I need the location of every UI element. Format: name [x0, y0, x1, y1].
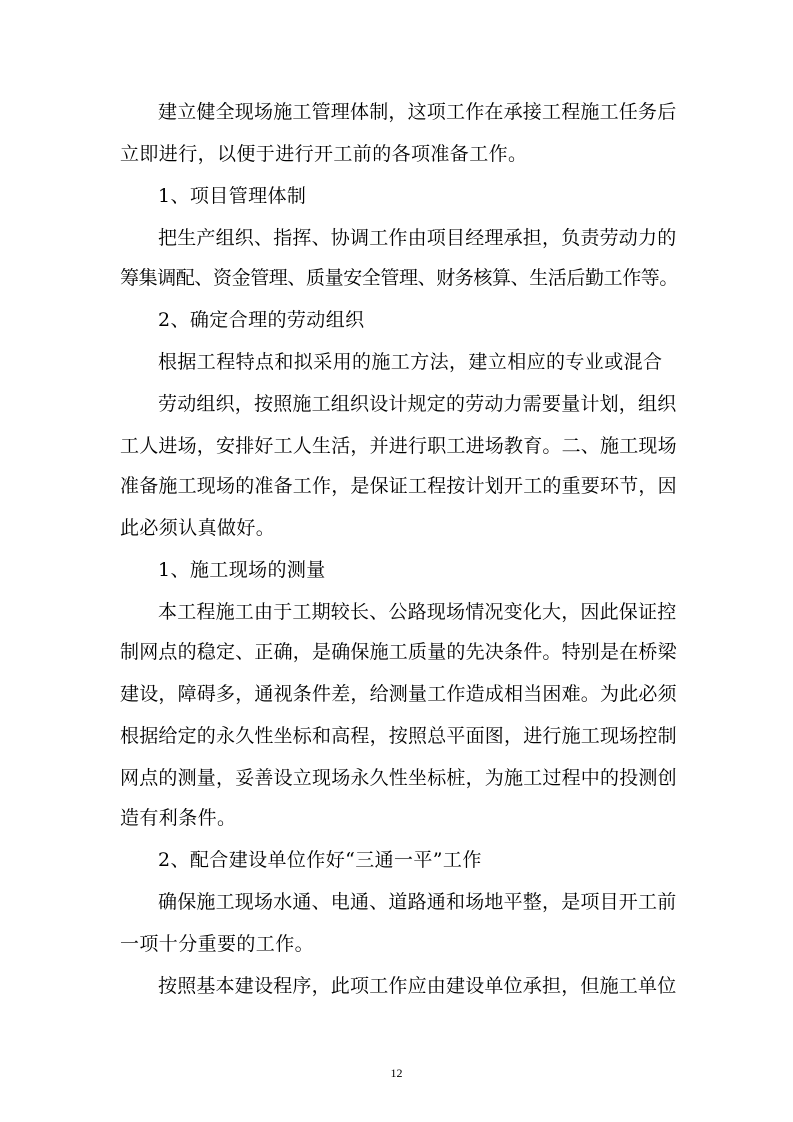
- section-heading: 2、配合建设单位作好“三通一平”工作: [158, 849, 482, 871]
- paragraph-line: 准备施工现场的准备工作，是保证工程按计划开工的重要环节，因: [120, 475, 677, 497]
- paragraph-line: 按照基本建设程序，此项工作应由建设单位承担，但施工单位: [158, 975, 677, 997]
- paragraph-line: 筹集调配、资金管理、质量安全管理、财务核算、生活后勤工作等。: [120, 267, 679, 289]
- paragraph-line: 此必须认真做好。: [120, 517, 276, 539]
- paragraph-line: 建立健全现场施工管理体制，这项工作在承接工程施工任务后: [158, 101, 677, 123]
- paragraph-line: 把生产组织、指挥、协调工作由项目经理承担，负责劳动力的: [158, 227, 677, 249]
- paragraph-line: 网点的测量，妥善设立现场永久性坐标桩，为施工过程中的投测创: [120, 767, 677, 789]
- paragraph-line: 劳动组织，按照施工组织设计规定的劳动力需要量计划，组织: [158, 393, 677, 415]
- paragraph-line: 工人进场，安排好工人生活，并进行职工进场教育。二、施工现场: [120, 435, 677, 457]
- page-number: 12: [390, 1066, 403, 1080]
- paragraph-line: 根据工程特点和拟采用的施工方法，建立相应的专业或混合: [158, 351, 663, 373]
- paragraph-line: 造有利条件。: [120, 807, 237, 829]
- section-heading: 2、确定合理的劳动组织: [158, 309, 365, 331]
- paragraph-line: 建设，障碍多，通视条件差，给测量工作造成相当困难。为此必须: [120, 683, 677, 705]
- section-heading: 1、施工现场的测量: [158, 559, 326, 581]
- paragraph-line: 立即进行，以便于进行开工前的各项准备工作。: [120, 143, 528, 165]
- paragraph-line: 一项十分重要的工作。: [120, 933, 315, 955]
- section-heading: 1、项目管理体制: [158, 185, 307, 207]
- paragraph-line: 确保施工现场水通、电通、道路通和场地平整，是项目开工前: [158, 891, 677, 913]
- paragraph-line: 本工程施工由于工期较长、公路现场情况变化大，因此保证控: [158, 601, 677, 623]
- paragraph-line: 制网点的稳定、正确，是确保施工质量的先决条件。特别是在桥梁: [120, 641, 677, 663]
- paragraph-line: 根据给定的永久性坐标和高程，按照总平面图，进行施工现场控制: [120, 725, 677, 747]
